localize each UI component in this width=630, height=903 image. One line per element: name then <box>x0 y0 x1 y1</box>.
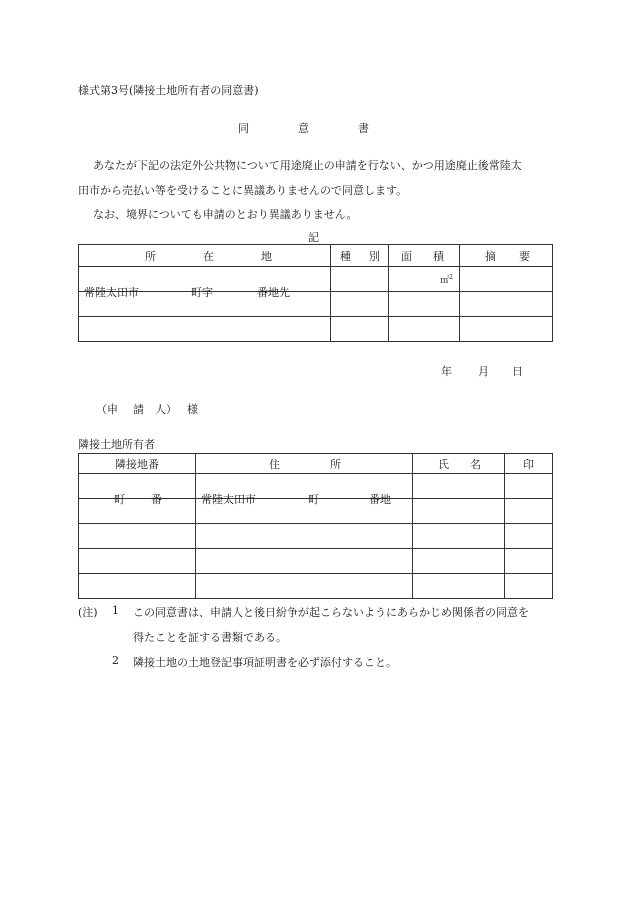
note-label: (注) <box>78 606 98 619</box>
table-row <box>79 574 553 599</box>
header-type: 種 別 <box>331 245 389 267</box>
table-row <box>79 317 553 342</box>
applicant-mid: 請 <box>133 403 144 416</box>
neighbor-owner-label: 隣接土地所有者 <box>78 438 155 451</box>
neighbor-table-header <box>79 454 553 474</box>
table-row <box>79 292 553 317</box>
seal-cell[interactable] <box>505 474 553 499</box>
applicant-honorific: 様 <box>187 403 198 416</box>
table-row <box>79 549 553 574</box>
intro-line-3: なお、境界についても申請のとおり異議ありません。 <box>93 208 358 221</box>
square-meter-unit: ㎡$^2$ <box>440 273 453 286</box>
header-summary: 摘 要 <box>460 245 553 267</box>
note-1-continuation: 得たことを証する書類である。 <box>133 631 287 644</box>
date-month: 月 <box>478 365 489 378</box>
note-1-text: この同意書は、申請人と後日紛争が起こらないようにあらかじめ関係者の同意を <box>133 606 529 619</box>
applicant-open: （申 <box>96 403 118 416</box>
note-2-number: 2 <box>112 654 119 667</box>
header-area: 面 積 <box>389 245 460 267</box>
header-lot-no: 隣接地番 <box>79 454 196 474</box>
lot-no-cell[interactable]: 町 番 <box>79 474 196 499</box>
note-1-number: 1 <box>112 604 119 617</box>
ki-label: 記 <box>308 231 319 244</box>
applicant-close: 人） <box>155 403 177 416</box>
property-table-header <box>79 245 553 267</box>
intro-line-2: 田市から売払い等を受けることに異議ありませんので同意します。 <box>78 184 408 197</box>
location-cell[interactable]: 常陸太田市 町字 番地先 <box>79 267 331 292</box>
header-address: 住 所 <box>196 454 413 474</box>
table-row <box>79 267 553 292</box>
type-cell[interactable] <box>331 267 389 292</box>
date-day: 日 <box>512 365 523 378</box>
property-table <box>78 244 553 342</box>
note-2-text: 隣接土地の土地登記事項証明書を必ず添付すること。 <box>133 656 397 669</box>
date-year: 年 <box>441 365 452 378</box>
table-row <box>79 524 553 549</box>
area-cell[interactable] <box>389 267 460 292</box>
header-location: 所 在 地 <box>79 245 331 267</box>
header-seal: 印 <box>505 454 553 474</box>
table-row <box>79 474 553 499</box>
header-name: 氏 名 <box>413 454 505 474</box>
summary-cell[interactable] <box>460 267 553 292</box>
document-title: 同 意 書 <box>238 122 370 135</box>
form-number-label: 様式第3号(隣接土地所有者の同意書) <box>78 84 259 97</box>
name-cell[interactable] <box>413 474 505 499</box>
neighbor-table <box>78 453 553 599</box>
intro-line-1: あなたが下記の法定外公共物について用途廃止の申請を行ない、かつ用途廃止後常陸太 <box>93 159 522 172</box>
address-cell[interactable]: 常陸太田市 町 番地 <box>196 474 413 499</box>
